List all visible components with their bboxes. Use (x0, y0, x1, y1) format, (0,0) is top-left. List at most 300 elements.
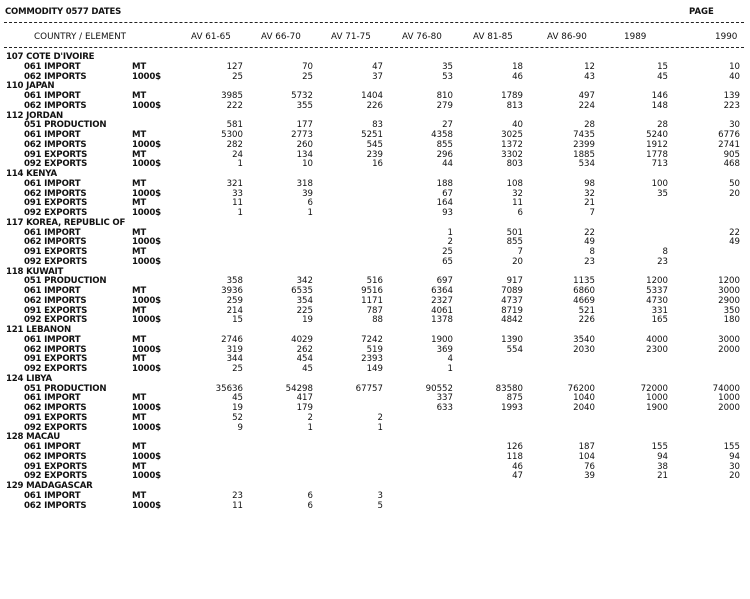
value-cell: 6776 (718, 130, 740, 140)
value-cell: 875 (506, 393, 523, 404)
value-cell: 9 (237, 422, 243, 433)
value-cell: 5732 (291, 91, 313, 101)
value-cell: 94 (729, 451, 740, 462)
table-row (0, 238, 750, 248)
table-row (0, 316, 750, 326)
value-cell: 321 (226, 178, 243, 189)
value-cell: 1378 (431, 315, 453, 326)
value-cell: 787 (366, 305, 383, 316)
value-cell: 20 (729, 471, 740, 482)
column-header-period: AV 66-70 (261, 32, 301, 42)
value-cell: 8719 (501, 305, 523, 316)
column-header-period: 1990 (715, 32, 738, 42)
element-label: 092 EXPORTS (24, 364, 88, 374)
value-cell: 917 (506, 276, 523, 287)
value-cell: 49 (729, 237, 740, 248)
table-row (0, 73, 750, 83)
value-cell: 45 (657, 71, 668, 82)
unit-label: 1000$ (132, 208, 161, 218)
table-row (0, 463, 750, 473)
column-header-period: AV 86-90 (547, 32, 587, 42)
value-cell: 222 (226, 100, 243, 111)
value-cell: 1 (447, 364, 453, 374)
unit-label: 1000$ (132, 256, 161, 267)
value-cell: 2746 (221, 334, 243, 345)
value-cell: 83580 (495, 383, 523, 394)
value-cell: 501 (506, 227, 523, 238)
value-cell: 23 (657, 256, 668, 267)
value-cell: 20 (729, 188, 740, 199)
unit-label: MT (132, 305, 147, 316)
value-cell: 803 (506, 159, 523, 170)
value-cell: 35636 (215, 383, 243, 394)
value-cell: 6364 (431, 286, 453, 296)
element-label: 091 EXPORTS (24, 412, 88, 423)
value-cell: 713 (651, 159, 668, 170)
value-cell: 468 (723, 159, 740, 170)
unit-label: 1000$ (132, 403, 161, 413)
value-cell: 1404 (361, 91, 383, 101)
column-header-period: AV 71-75 (331, 32, 371, 42)
value-cell: 25 (232, 71, 243, 82)
column-header-period: AV 81-85 (473, 32, 513, 42)
value-cell: 148 (651, 100, 668, 111)
value-cell: 331 (651, 305, 668, 316)
element-label: 091 EXPORTS (24, 149, 88, 160)
unit-label: MT (132, 442, 147, 452)
element-label: 061 IMPORT (24, 286, 81, 296)
value-cell: 1 (307, 422, 313, 433)
unit-label: 1000$ (132, 422, 161, 433)
column-header-period: AV 76-80 (402, 32, 442, 42)
value-cell: 47 (372, 61, 383, 72)
value-cell: 65 (442, 256, 453, 267)
value-cell: 10 (729, 61, 740, 72)
column-header-period: AV 61-65 (191, 32, 231, 42)
value-cell: 1372 (501, 139, 523, 150)
value-cell: 318 (296, 178, 313, 189)
value-cell: 497 (578, 91, 595, 101)
value-cell: 100 (651, 178, 668, 189)
value-cell: 72000 (640, 383, 668, 394)
value-cell: 224 (578, 100, 595, 111)
unit-label: MT (132, 354, 147, 365)
element-label: 062 IMPORTS (24, 139, 87, 150)
value-cell: 188 (436, 178, 453, 189)
unit-label: MT (132, 61, 147, 72)
country-name: 121 LEBANON (6, 325, 71, 335)
element-label: 091 EXPORTS (24, 305, 88, 316)
value-cell: 4842 (501, 315, 523, 326)
element-label: 092 EXPORTS (24, 208, 88, 218)
value-cell: 262 (296, 344, 313, 355)
page-label: PAGE (689, 7, 714, 17)
value-cell: 214 (226, 305, 243, 316)
value-cell: 1 (237, 159, 243, 170)
table-row (0, 180, 750, 190)
value-cell: 32 (584, 188, 595, 199)
value-cell: 2773 (291, 130, 313, 140)
value-cell: 226 (578, 315, 595, 326)
element-label: 092 EXPORTS (24, 422, 88, 433)
value-cell: 905 (723, 149, 740, 160)
value-cell: 1135 (573, 276, 595, 287)
value-cell: 7 (517, 247, 523, 257)
value-cell: 296 (436, 149, 453, 160)
value-cell: 1000 (718, 393, 740, 404)
value-cell: 5251 (361, 130, 383, 140)
element-label: 051 PRODUCTION (24, 120, 107, 131)
separator-header (4, 47, 744, 48)
value-cell: 2000 (718, 344, 740, 355)
value-cell: 2741 (718, 139, 740, 150)
country-name: 128 MACAU (6, 432, 61, 443)
value-cell: 4358 (431, 130, 453, 140)
value-cell: 1900 (646, 403, 668, 413)
value-cell: 18 (512, 61, 523, 72)
value-cell: 180 (723, 315, 740, 326)
value-cell: 4061 (431, 305, 453, 316)
value-cell: 225 (296, 305, 313, 316)
table-row (0, 258, 750, 268)
element-label: 061 IMPORT (24, 442, 81, 452)
table-row (0, 492, 750, 502)
value-cell: 24 (232, 149, 243, 160)
value-cell: 104 (578, 451, 595, 462)
value-cell: 358 (226, 276, 243, 287)
element-label: 092 EXPORTS (24, 471, 88, 482)
value-cell: 2 (377, 412, 383, 423)
value-cell: 226 (366, 100, 383, 111)
value-cell: 53 (442, 71, 453, 82)
value-cell: 4 (447, 354, 453, 365)
unit-label: MT (132, 247, 147, 257)
value-cell: 6 (307, 500, 313, 511)
value-cell: 126 (506, 442, 523, 452)
value-cell: 22 (729, 227, 740, 238)
value-cell: 118 (506, 451, 523, 462)
unit-label: 1000$ (132, 315, 161, 326)
value-cell: 7242 (361, 334, 383, 345)
value-cell: 223 (723, 100, 740, 111)
value-cell: 40 (512, 120, 523, 131)
value-cell: 33 (232, 188, 243, 199)
value-cell: 2393 (361, 354, 383, 365)
table-row (0, 443, 750, 453)
value-cell: 2900 (718, 295, 740, 306)
value-cell: 30 (729, 461, 740, 472)
value-cell: 3000 (718, 334, 740, 345)
value-cell: 15 (657, 61, 668, 72)
element-label: 091 EXPORTS (24, 198, 88, 209)
value-cell: 67757 (355, 383, 383, 394)
value-cell: 260 (296, 139, 313, 150)
value-cell: 5 (377, 500, 383, 511)
value-cell: 337 (436, 393, 453, 404)
value-cell: 177 (296, 120, 313, 131)
unit-label: 1000$ (132, 451, 161, 462)
value-cell: 8 (589, 247, 595, 257)
value-cell: 164 (436, 198, 453, 209)
value-cell: 350 (723, 305, 740, 316)
value-cell: 633 (436, 403, 453, 413)
unit-label: 1000$ (132, 344, 161, 355)
value-cell: 1900 (431, 334, 453, 345)
table-row (0, 190, 750, 200)
value-cell: 369 (436, 344, 453, 355)
value-cell: 3540 (573, 334, 595, 345)
value-cell: 3000 (718, 286, 740, 296)
value-cell: 134 (296, 149, 313, 160)
unit-label: 1000$ (132, 71, 161, 82)
value-cell: 19 (232, 403, 243, 413)
value-cell: 355 (296, 100, 313, 111)
value-cell: 282 (226, 139, 243, 150)
value-cell: 1000 (646, 393, 668, 404)
table-row (0, 394, 750, 404)
value-cell: 3936 (221, 286, 243, 296)
value-cell: 2 (307, 412, 313, 423)
value-cell: 19 (302, 315, 313, 326)
country-row (0, 219, 750, 229)
unit-label: MT (132, 178, 147, 189)
value-cell: 11 (512, 198, 523, 209)
element-label: 061 IMPORT (24, 91, 81, 101)
value-cell: 67 (442, 188, 453, 199)
value-cell: 37 (372, 71, 383, 82)
value-cell: 5337 (646, 286, 668, 296)
value-cell: 76200 (567, 383, 595, 394)
unit-label: MT (132, 91, 147, 101)
value-cell: 25 (442, 247, 453, 257)
value-cell: 3302 (501, 149, 523, 160)
country-name: 107 COTE D'IVOIRE (6, 52, 95, 62)
unit-label: MT (132, 149, 147, 160)
value-cell: 2300 (646, 344, 668, 355)
value-cell: 11 (232, 198, 243, 209)
column-header-element: COUNTRY / ELEMENT (34, 32, 127, 42)
country-row (0, 170, 750, 180)
value-cell: 74000 (712, 383, 740, 394)
value-cell: 7435 (573, 130, 595, 140)
value-cell: 813 (506, 100, 523, 111)
value-cell: 187 (578, 442, 595, 452)
value-cell: 581 (226, 120, 243, 131)
element-label: 061 IMPORT (24, 227, 81, 238)
value-cell: 1 (447, 227, 453, 238)
country-name: 117 KOREA, REPUBLIC OF (6, 217, 126, 228)
value-cell: 35 (442, 61, 453, 72)
value-cell: 2040 (573, 403, 595, 413)
table-row (0, 160, 750, 170)
value-cell: 39 (302, 188, 313, 199)
value-cell: 342 (296, 276, 313, 287)
value-cell: 9516 (361, 286, 383, 296)
element-label: 092 EXPORTS (24, 315, 88, 326)
value-cell: 90552 (425, 383, 453, 394)
value-cell: 93 (442, 208, 453, 218)
value-cell: 1993 (501, 403, 523, 413)
value-cell: 38 (657, 461, 668, 472)
value-cell: 54298 (285, 383, 313, 394)
country-name: 110 JAPAN (6, 81, 55, 92)
value-cell: 28 (657, 120, 668, 131)
commodity-title: COMMODITY 0577 DATES (5, 7, 122, 17)
element-label: 051 PRODUCTION (24, 383, 107, 394)
value-cell: 6 (307, 490, 313, 501)
value-cell: 40 (729, 71, 740, 82)
value-cell: 25 (302, 71, 313, 82)
value-cell: 139 (723, 91, 740, 101)
value-cell: 28 (584, 120, 595, 131)
unit-label: MT (132, 490, 147, 501)
value-cell: 35 (657, 188, 668, 199)
value-cell: 2327 (431, 295, 453, 306)
value-cell: 11 (232, 500, 243, 511)
table-row (0, 472, 750, 482)
unit-label: MT (132, 393, 147, 404)
value-cell: 279 (436, 100, 453, 111)
value-cell: 1 (307, 208, 313, 218)
value-cell: 6 (517, 208, 523, 218)
element-label: 091 EXPORTS (24, 354, 88, 365)
value-cell: 49 (584, 237, 595, 248)
value-cell: 810 (436, 91, 453, 101)
table-row (0, 424, 750, 434)
separator-top (4, 22, 744, 23)
value-cell: 70 (302, 61, 313, 72)
value-cell: 454 (296, 354, 313, 365)
value-cell: 1 (237, 208, 243, 218)
value-cell: 417 (296, 393, 313, 404)
value-cell: 155 (723, 442, 740, 452)
element-label: 061 IMPORT (24, 393, 81, 404)
value-cell: 855 (506, 237, 523, 248)
value-cell: 52 (232, 412, 243, 423)
table-row (0, 414, 750, 424)
value-cell: 4669 (573, 295, 595, 306)
value-cell: 88 (372, 315, 383, 326)
value-cell: 519 (366, 344, 383, 355)
unit-label: MT (132, 198, 147, 209)
table-row (0, 502, 750, 512)
element-label: 062 IMPORTS (24, 100, 87, 111)
value-cell: 76 (584, 461, 595, 472)
value-cell: 1778 (646, 149, 668, 160)
table-row (0, 248, 750, 258)
unit-label: 1000$ (132, 188, 161, 199)
unit-label: 1000$ (132, 139, 161, 150)
value-cell: 23 (232, 490, 243, 501)
value-cell: 344 (226, 354, 243, 365)
unit-label: 1000$ (132, 295, 161, 306)
element-label: 061 IMPORT (24, 130, 81, 140)
element-label: 061 IMPORT (24, 61, 81, 72)
element-label: 062 IMPORTS (24, 344, 87, 355)
value-cell: 146 (651, 91, 668, 101)
value-cell: 1 (377, 422, 383, 433)
value-cell: 165 (651, 315, 668, 326)
element-label: 062 IMPORTS (24, 403, 87, 413)
unit-label: 1000$ (132, 471, 161, 482)
value-cell: 1040 (573, 393, 595, 404)
element-label: 062 IMPORTS (24, 451, 87, 462)
value-cell: 30 (729, 120, 740, 131)
value-cell: 3025 (501, 130, 523, 140)
value-cell: 534 (578, 159, 595, 170)
element-label: 092 EXPORTS (24, 159, 88, 170)
value-cell: 10 (302, 159, 313, 170)
element-label: 092 EXPORTS (24, 256, 88, 267)
unit-label: 1000$ (132, 364, 161, 374)
value-cell: 94 (657, 451, 668, 462)
value-cell: 545 (366, 139, 383, 150)
value-cell: 23 (584, 256, 595, 267)
value-cell: 259 (226, 295, 243, 306)
value-cell: 47 (512, 471, 523, 482)
data-table (0, 53, 750, 511)
value-cell: 21 (657, 471, 668, 482)
table-row (0, 385, 750, 395)
unit-label: 1000$ (132, 500, 161, 511)
value-cell: 16 (372, 159, 383, 170)
value-cell: 855 (436, 139, 453, 150)
value-cell: 32 (512, 188, 523, 199)
element-label: 062 IMPORTS (24, 237, 87, 248)
value-cell: 39 (584, 471, 595, 482)
element-label: 062 IMPORTS (24, 500, 87, 511)
element-label: 091 EXPORTS (24, 461, 88, 472)
value-cell: 697 (436, 276, 453, 287)
value-cell: 4737 (501, 295, 523, 306)
value-cell: 179 (296, 403, 313, 413)
element-label: 061 IMPORT (24, 178, 81, 189)
country-name: 129 MADAGASCAR (6, 481, 93, 491)
table-row (0, 199, 750, 209)
value-cell: 1885 (573, 149, 595, 160)
value-cell: 46 (512, 461, 523, 472)
unit-label: MT (132, 334, 147, 345)
value-cell: 127 (226, 61, 243, 72)
value-cell: 12 (584, 61, 595, 72)
value-cell: 44 (442, 159, 453, 170)
unit-label: 1000$ (132, 100, 161, 111)
element-label: 051 PRODUCTION (24, 276, 107, 287)
value-cell: 1912 (646, 139, 668, 150)
value-cell: 45 (232, 393, 243, 404)
element-label: 061 IMPORT (24, 490, 81, 501)
value-cell: 6 (307, 198, 313, 209)
value-cell: 521 (578, 305, 595, 316)
table-row (0, 229, 750, 239)
value-cell: 1200 (646, 276, 668, 287)
unit-label: MT (132, 227, 147, 238)
country-name: 112 JORDAN (6, 110, 64, 121)
value-cell: 83 (372, 120, 383, 131)
unit-label: MT (132, 286, 147, 296)
unit-label: MT (132, 461, 147, 472)
column-header-period: 1989 (624, 32, 647, 42)
element-label: 062 IMPORTS (24, 71, 87, 82)
value-cell: 7089 (501, 286, 523, 296)
element-label: 062 IMPORTS (24, 188, 87, 199)
value-cell: 5300 (221, 130, 243, 140)
value-cell: 5240 (646, 130, 668, 140)
country-name: 124 LIBYA (6, 373, 52, 384)
value-cell: 22 (584, 227, 595, 238)
value-cell: 27 (442, 120, 453, 131)
value-cell: 45 (302, 364, 313, 374)
